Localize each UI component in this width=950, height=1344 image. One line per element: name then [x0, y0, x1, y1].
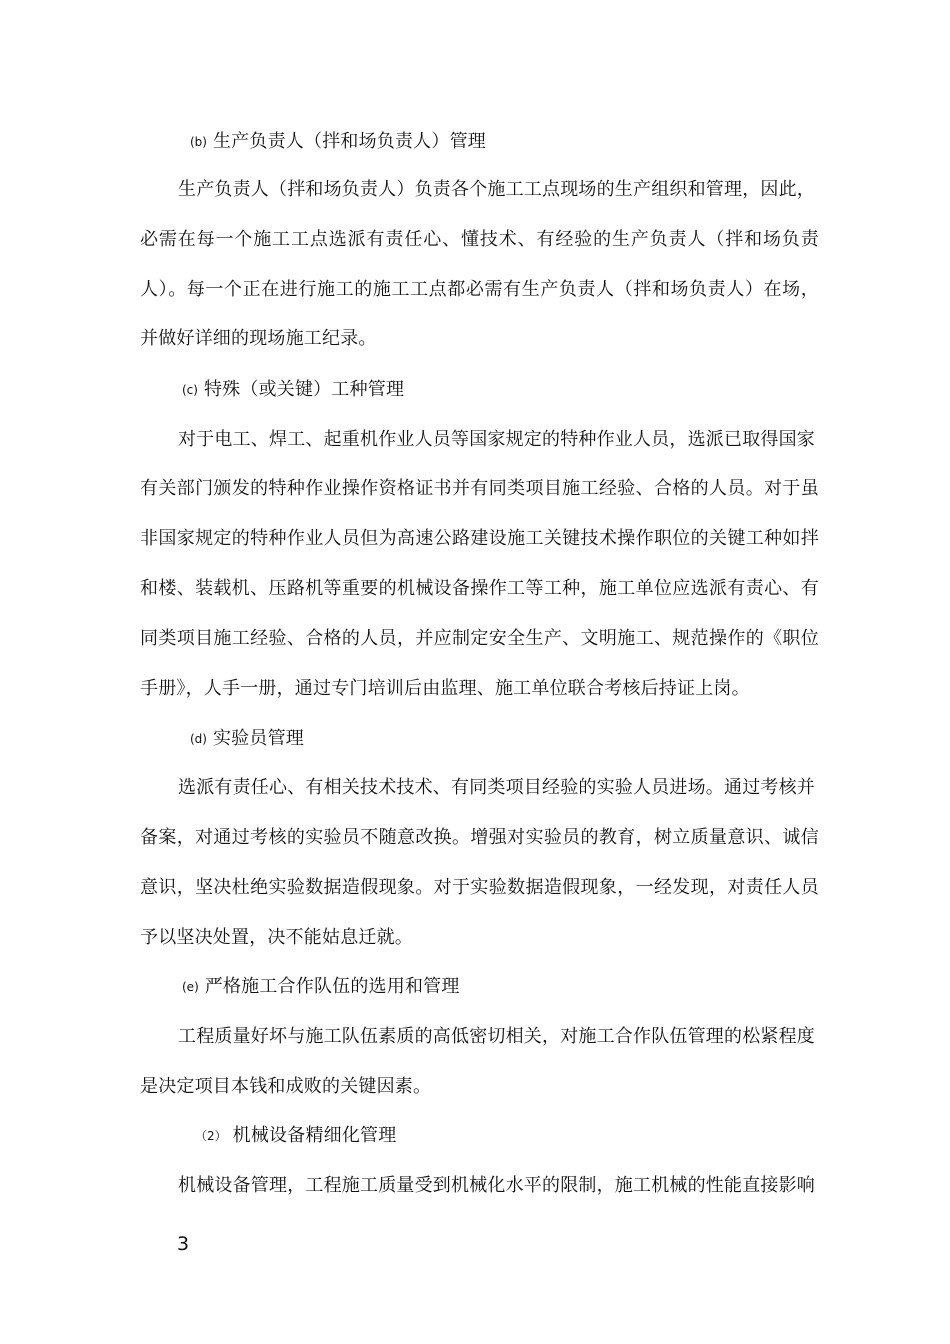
- section-heading-text: 机械设备精细化管理: [232, 1125, 397, 1146]
- section-heading: [182, 378, 404, 402]
- paragraph-line: 对于电工、焊工、起重机作业人员等国家规定的特种作业人员，选派已取得国家: [178, 429, 815, 450]
- section-marker: （2）: [195, 1129, 227, 1143]
- section-heading-text: 特殊（或关键）工种管理: [203, 379, 405, 400]
- paragraph-line: 备案，对通过考核的实验员不随意改换。增强对实验员的教育，树立质量意识、诚信: [140, 827, 819, 848]
- paragraph-line: 手册》，人手一册，通过专门培训后由监理、施工单位联合考核后持证上岗。: [140, 678, 750, 699]
- paragraph-line: 是决定项目本钱和成败的关键因素。: [140, 1076, 432, 1097]
- paragraph-line: 必需在每一个施工工点选派有责任心、懂技术、有经验的生产负责人（拌和场负责: [140, 229, 819, 250]
- section-marker: (d): [190, 732, 207, 746]
- paragraph-line: 和楼、装载机、压路机等重要的机械设备操作工等工种，施工单位应选派有责心、有: [140, 578, 819, 599]
- section-heading: [190, 130, 486, 154]
- paragraph-line: 并做好详细的现场施工纪录。: [140, 328, 377, 349]
- section-heading: [195, 1124, 396, 1148]
- paragraph-line: 人）。每一个正在进行施工的施工工点都必需有生产负责人（拌和场负责人）在场，: [140, 279, 819, 300]
- section-marker: (b): [190, 135, 207, 149]
- paragraph-line: 意识，坚决杜绝实验数据造假现象。对于实验数据造假现象，一经发现，对责任人员: [140, 877, 819, 898]
- section-heading-text: 生产负责人（拌和场负责人）管理: [212, 131, 486, 152]
- paragraph-line: 生产负责人（拌和场负责人）负责各个施工工点现场的生产组织和管理，因此，: [178, 179, 815, 200]
- paragraph-line: 有关部门颁发的特种作业操作资格证书并有同类项目施工经验、合格的人员。对于虽: [140, 478, 819, 499]
- page-number: 3: [177, 1233, 190, 1255]
- section-marker: (c): [182, 383, 198, 397]
- section-marker: (e): [182, 980, 199, 994]
- paragraph-line: 选派有责任心、有相关技术技术、有同类项目经验的实验人员进场。通过考核并: [178, 777, 815, 798]
- paragraph-line: 工程质量好坏与施工队伍素质的高低密切相关，对施工合作队伍管理的松紧程度: [178, 1026, 815, 1047]
- paragraph-line: 非国家规定的特种作业人员但为高速公路建设施工关键技术操作职位的关键工种如拌: [140, 528, 819, 549]
- section-heading: [190, 727, 304, 751]
- paragraph-line: 同类项目施工经验、合格的人员，并应制定安全生产、文明施工、规范操作的《职位: [140, 628, 819, 649]
- paragraph-line: 予以坚决处置，决不能姑息迁就。: [140, 927, 413, 948]
- section-heading-text: 严格施工合作队伍的选用和管理: [204, 976, 460, 997]
- paragraph-line: 机械设备管理，工程施工质量受到机械化水平的限制，施工机械的性能直接影响: [178, 1175, 815, 1196]
- section-heading: [182, 975, 460, 999]
- section-heading-text: 实验员管理: [212, 728, 304, 749]
